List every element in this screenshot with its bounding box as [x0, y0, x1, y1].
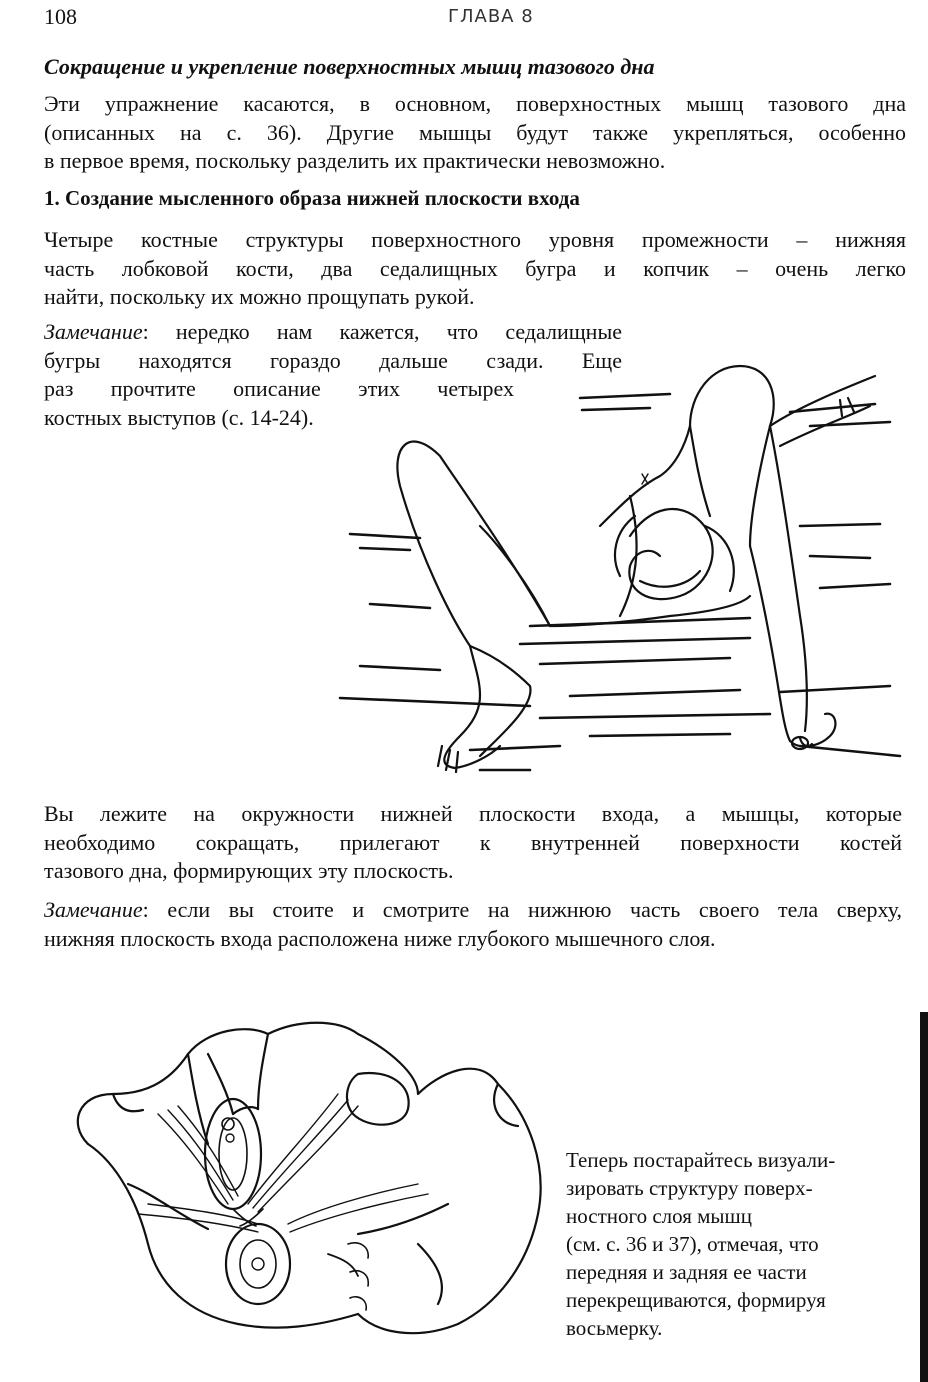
visualize-paragraph	[566, 1146, 892, 1342]
intro-paragraph	[44, 90, 906, 176]
running-head: ГЛАВА 8	[448, 6, 534, 27]
structures-line: Четыре костные структуры поверхностного уровня промежности – нижняя	[44, 227, 906, 252]
section-title: Сокращение и укрепление поверхностных мышц тазового дна	[44, 54, 655, 79]
structures-line: часть лобковой кости, два седалищных бугра и копчик – очень легко	[44, 255, 906, 281]
note-2-line: нижняя плоскость входа расположена ниже глубокого мышечного слоя.	[44, 925, 716, 951]
scan-edge-shadow	[920, 1012, 928, 1382]
lying-line: необходимо сокращать, прилегают к внутренней поверхности костей	[44, 829, 902, 855]
visualize-line: передняя и задняя ее части	[566, 1260, 807, 1284]
note-2	[44, 896, 902, 953]
visualize-line: восьмерку.	[566, 1316, 663, 1340]
visualize-line: ностного слоя мышц	[566, 1204, 752, 1228]
page-number: 108	[44, 4, 77, 29]
pelvic-floor-illustration	[58, 1014, 556, 1340]
visualize-line: перекрещиваются, формируя	[566, 1288, 826, 1312]
note-1-text: : нередко нам кажется, что седалищные	[142, 319, 622, 344]
lying-paragraph	[44, 800, 902, 886]
lying-line: Вы лежите на окружности нижней плоскости входа, а мышцы, которые	[44, 801, 902, 826]
visualize-line: Теперь постарайтесь визуали-	[566, 1148, 836, 1172]
note-1-line: раз прочтите описание этих четырех	[44, 376, 514, 401]
exercise-title: 1. Создание мысленного образа нижней плоскости входа	[44, 186, 580, 210]
note-2-line	[44, 896, 902, 925]
lying-line: тазового дна, формирующих эту плоскость.	[44, 858, 454, 883]
lying-figure-illustration	[330, 326, 910, 786]
structures-paragraph	[44, 226, 906, 312]
note-2-text: : если вы стоите и смотрите на нижнюю часть своего тела сверху,	[142, 897, 902, 922]
intro-line: Эти упражнение касаются, в основном, поверхностных мышц тазового дна	[44, 91, 906, 116]
intro-line: в первое время, поскольку разделить их практически невозможно.	[44, 148, 666, 173]
visualize-line: (см. с. 36 и 37), отмечая, что	[566, 1232, 819, 1256]
intro-line: (описанных на с. 36). Другие мышцы будут также укрепляться, особенно	[44, 119, 906, 145]
floor-hatching	[340, 394, 900, 770]
note-1-line: костных выступов (с. 14-24).	[44, 404, 314, 430]
note-2-label: Замечание	[44, 897, 143, 922]
note-1-line: бугры находятся гораздо дальше сзади. Еще	[44, 347, 622, 373]
structures-line: найти, поскольку их можно прощупать рукой.	[44, 284, 475, 309]
note-1-label: Замечание	[44, 319, 143, 344]
visualize-line: зировать структуру поверх-	[566, 1176, 813, 1200]
